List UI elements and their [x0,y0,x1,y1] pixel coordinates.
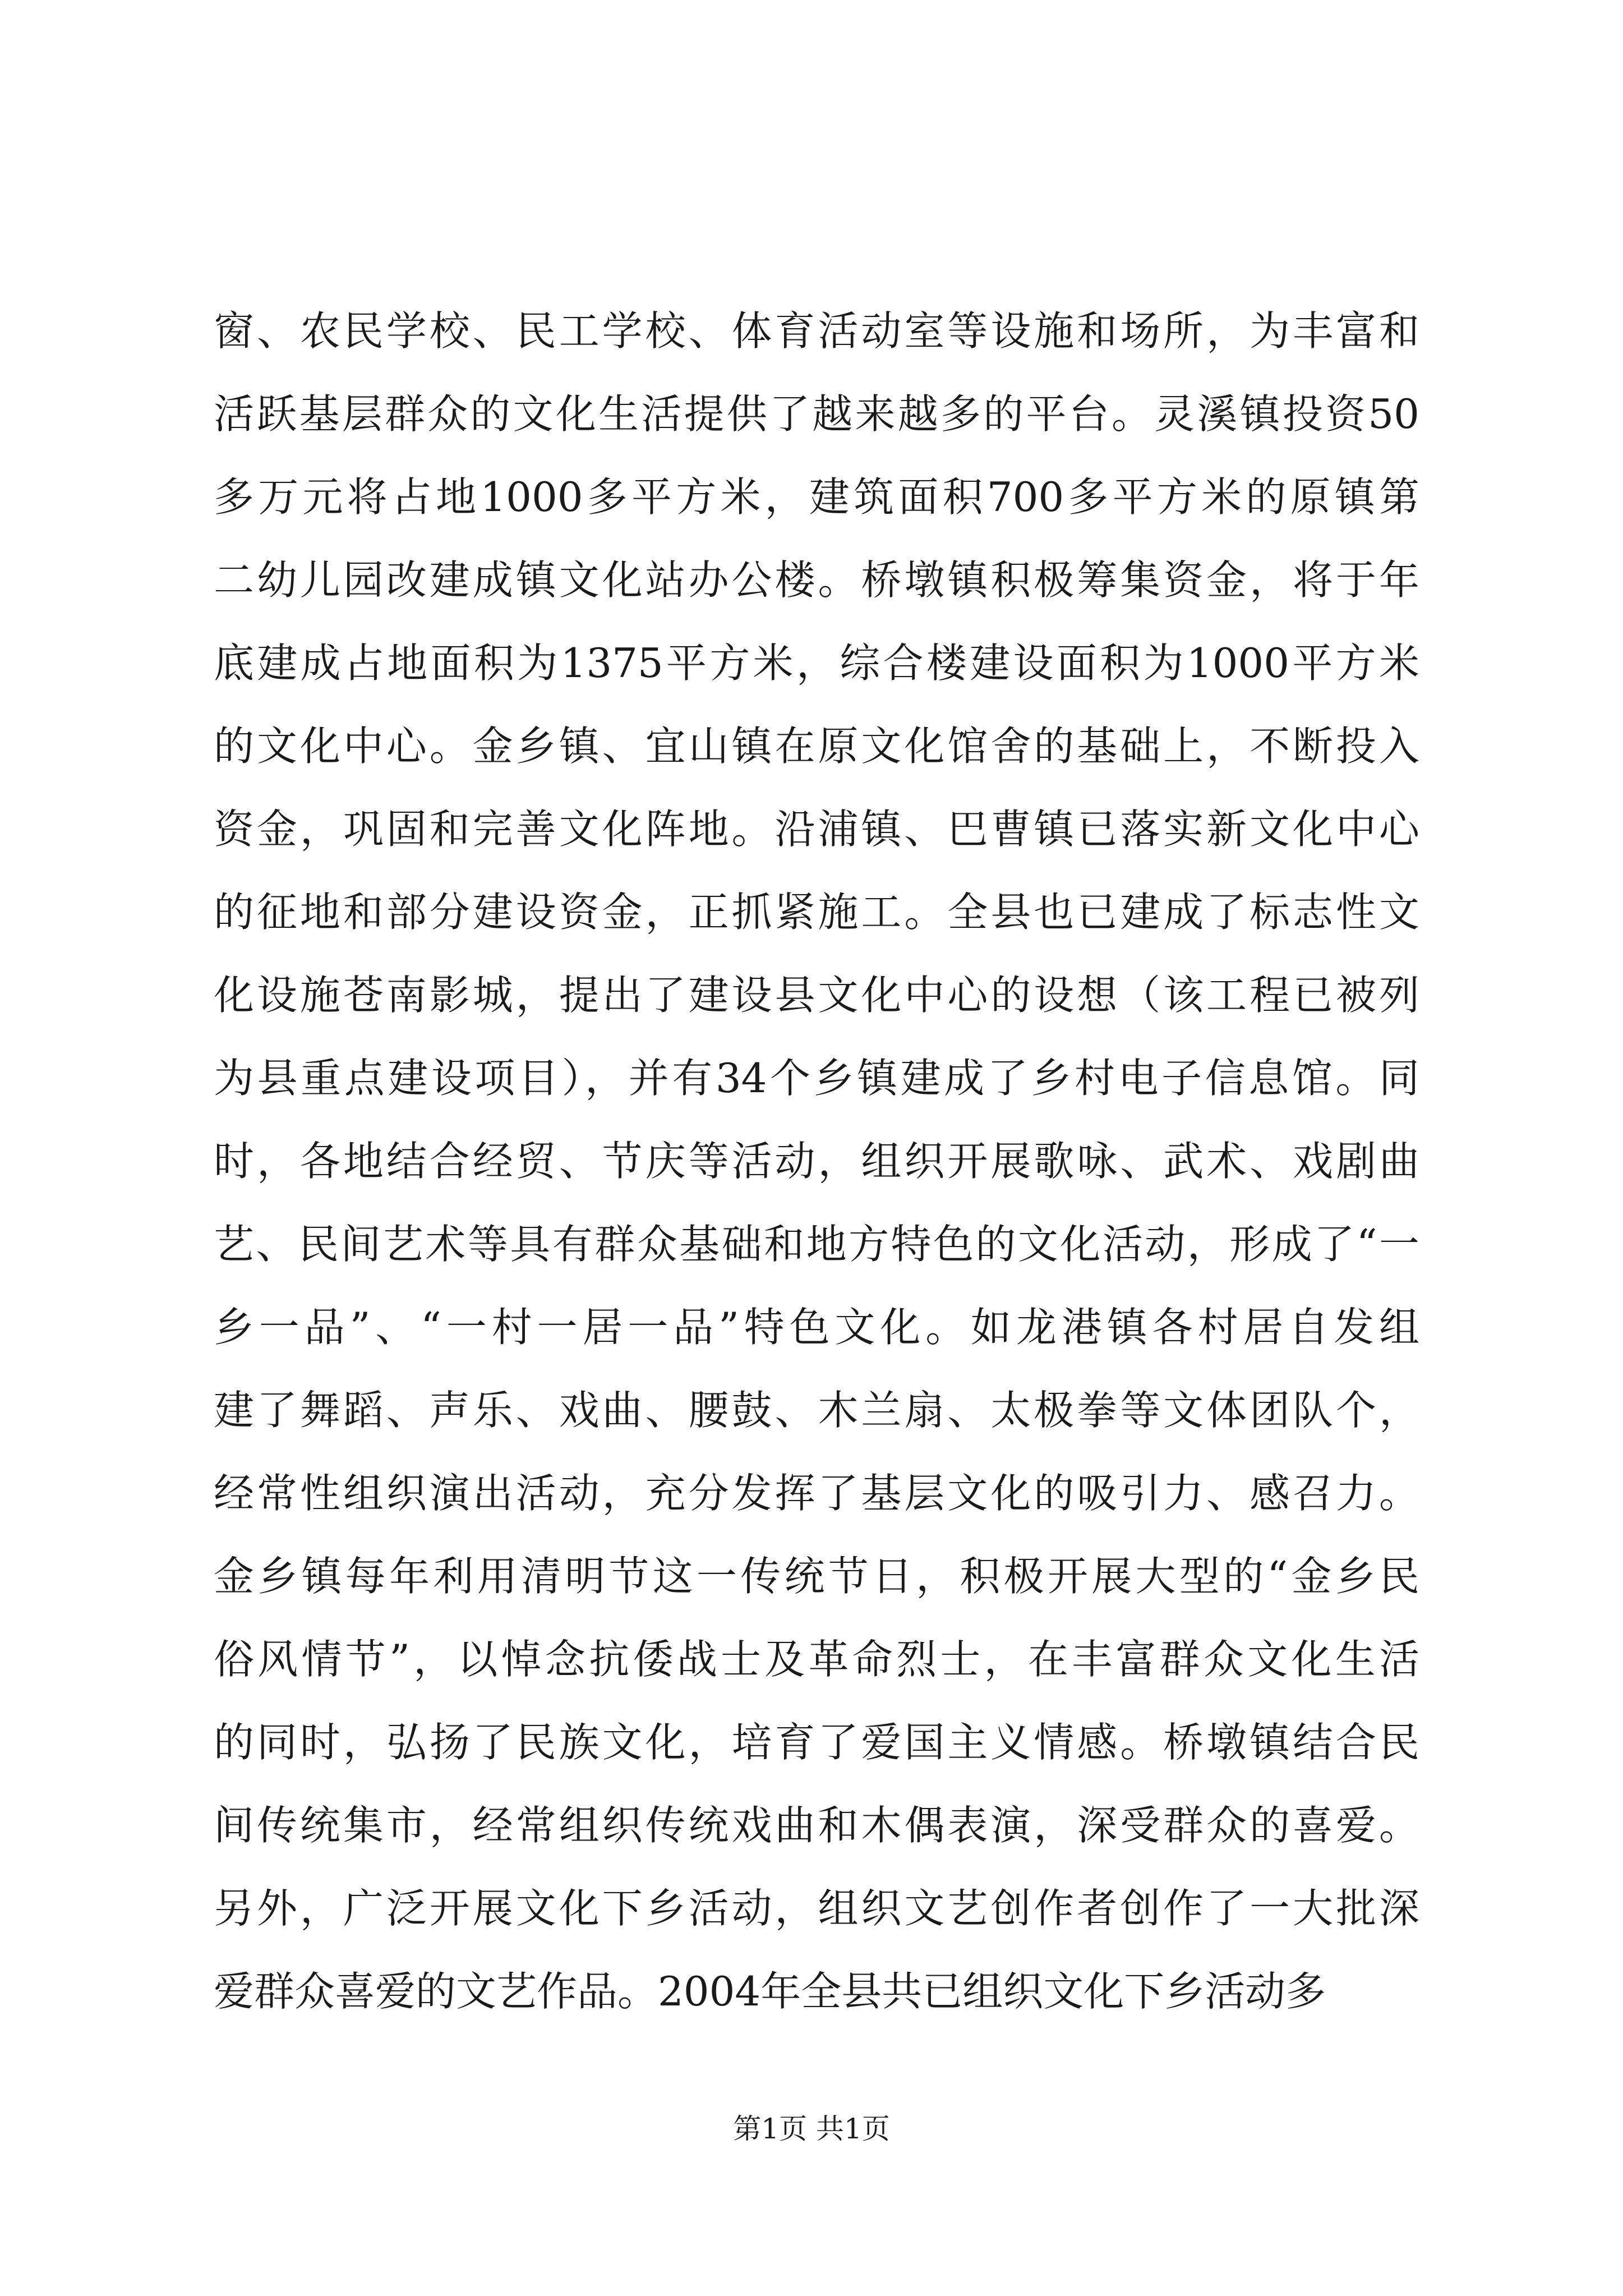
text-line: 建了舞蹈、声乐、戏曲、腰鼓、木兰扇、太极拳等文体团队个， [214,1387,1419,1434]
text-line: 底建成占地面积为1375平方米，综合楼建设面积为1000平方米 [214,639,1419,687]
text-line: 资金，巩固和完善文化阵地。沿浦镇、巴曹镇已落实新文化中心 [214,806,1419,853]
text-line: 爱群众喜爱的文艺作品。2004年全县共已组织文化下乡活动多 [214,1968,1326,2015]
text-line: 经常性组织演出活动，充分发挥了基层文化的吸引力、感召力。 [214,1470,1419,1517]
text-line: 二幼儿园改建成镇文化站办公楼。桥墩镇积极筹集资金，将于年 [214,556,1419,604]
text-line: 多万元将占地1000多平方米，建筑面积700多平方米的原镇第 [214,473,1419,521]
text-line: 另外，广泛开展文化下乡活动，组织文艺创作者创作了一大批深 [214,1885,1419,1932]
text-line: 的征地和部分建设资金，正抓紧施工。全县也已建成了标志性文 [214,889,1419,936]
text-line: 活跃基层群众的文化生活提供了越来越多的平台。灵溪镇投资50 [214,390,1419,438]
text-line: 的同时，弘扬了民族文化，培育了爱国主义情感。桥墩镇结合民 [214,1719,1419,1766]
text-line: 间传统集市，经常组织传统戏曲和木偶表演，深受群众的喜爱。 [214,1802,1419,1849]
text-line: 化设施苍南影城，提出了建设县文化中心的设想（该工程已被列 [214,972,1419,1019]
text-line: 时，各地结合经贸、节庆等活动，组织开展歌咏、武术、戏剧曲 [214,1138,1419,1185]
text-line: 乡一品”、“一村一居一品”特色文化。如龙港镇各村居自发组 [214,1304,1419,1351]
text-line: 俗风情节”，以悼念抗倭战士及革命烈士，在丰富群众文化生活 [214,1636,1419,1683]
text-line: 的文化中心。金乡镇、宜山镇在原文化馆舍的基础上，不断投入 [214,723,1419,770]
body-text [214,306,1419,2049]
text-line: 金乡镇每年利用清明节这一传统节日，积极开展大型的“金乡民 [214,1553,1419,1600]
page-footer: 第1页 共1页 [733,2113,890,2145]
text-line: 为县重点建设项目），并有34个乡镇建成了乡村电子信息馆。同 [214,1055,1419,1102]
text-line: 窗、农民学校、民工学校、体育活动室等设施和场所，为丰富和 [214,307,1419,355]
text-line: 艺、民间艺术等具有群众基础和地方特色的文化活动，形成了“一 [214,1221,1419,1268]
